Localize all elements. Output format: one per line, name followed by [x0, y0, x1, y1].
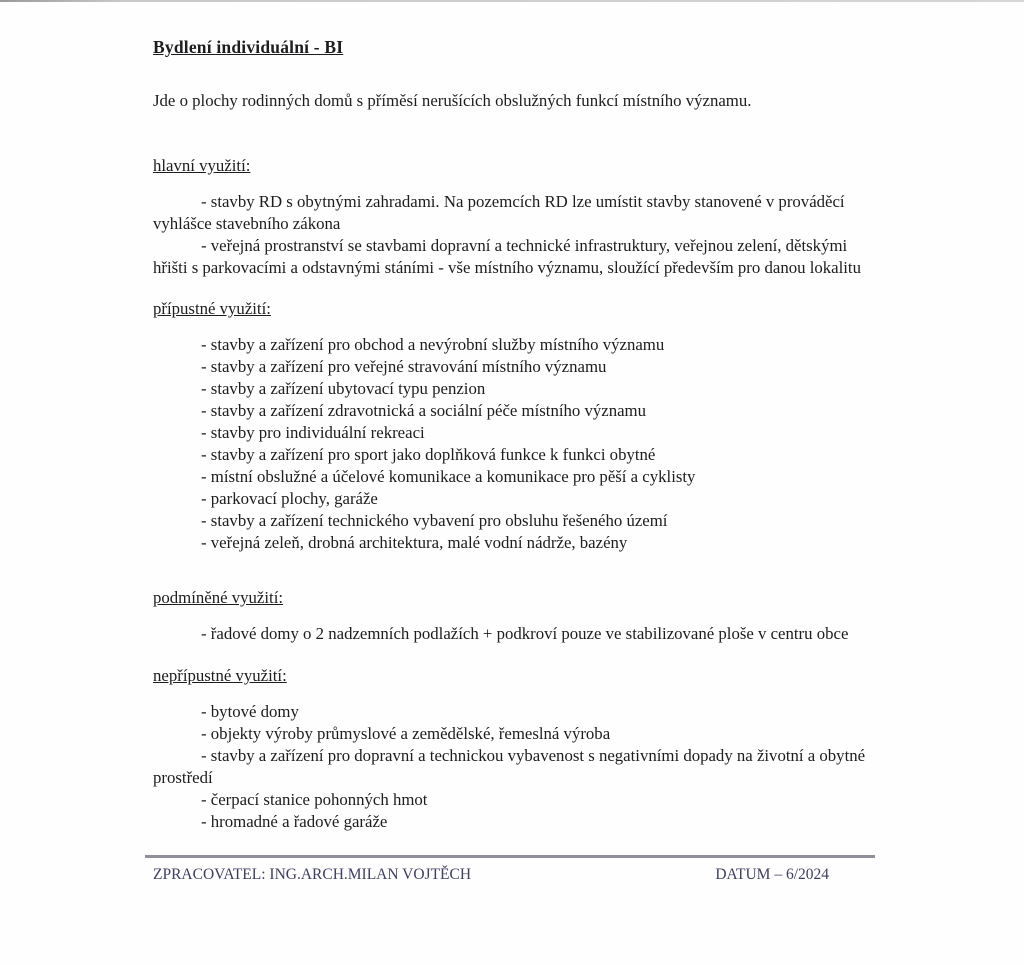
list-item: - veřejná prostranství se stavbami dopravní a technické infrastruktury, veřejnou zelení, dětskými hřišti s parkovacími a odstavnými stáními - vše místního významu, sloužící především pro danou lokalitu [153, 236, 861, 277]
section-heading-nepripustne: nepřípustné využití: [153, 666, 287, 685]
section-podminene-vyuziti [153, 587, 874, 645]
section-pripustne-vyuziti [153, 298, 874, 554]
list-item: - místní obslužné a účelové komunikace a komunikace pro pěší a cyklisty [201, 467, 696, 486]
list-item: - stavby a zařízení pro dopravní a technickou vybavenost s negativními dopady na životní a obytné prostředí [153, 746, 866, 787]
section-heading-pripustne: přípustné využití: [153, 299, 271, 318]
list-item: - veřejná zeleň, drobná architektura, malé vodní nádrže, bazény [201, 533, 628, 552]
section-nepripustne-vyuziti [153, 665, 874, 833]
list-item: - stavby a zařízení pro sport jako doplňková funkce k funkci obytné [201, 445, 656, 464]
footer-date: DATUM – 6/2024 [715, 866, 829, 883]
list-item: - stavby pro individuální rekreaci [201, 423, 425, 442]
page-title: Bydlení individuální - BI [153, 37, 344, 57]
section-hlavni-vyuziti [153, 155, 874, 279]
list-item: - stavby a zařízení ubytovací typu penzion [201, 379, 486, 398]
list-item: - stavby a zařízení technického vybavení pro obsluhu řešeného území [201, 511, 668, 530]
section-heading-podminene: podmíněné využití: [153, 588, 284, 607]
list-item: - čerpací stanice pohonných hmot [201, 790, 428, 809]
list-item: - hromadné a řadové garáže [201, 812, 388, 831]
list-item: - stavby a zařízení zdravotnická a sociální péče místního významu [201, 401, 646, 420]
list-item: - stavby a zařízení pro veřejné stravování místního významu [201, 357, 607, 376]
list-item: - stavby RD s obytnými zahradami. Na pozemcích RD lze umístit stavby stanovené v prováděcí vyhlášce stavebního zákona [153, 192, 845, 233]
document-page [0, 2, 1024, 885]
list-item: - objekty výroby průmyslové a zemědělské, řemeslná výroba [201, 724, 611, 743]
list-item: - řadové domy o 2 nadzemních podlažích + podkroví pouze ve stabilizované ploše v centru obce [201, 624, 849, 643]
intro-paragraph: Jde o plochy rodinných domů s příměsí nerušících obslužných funkcí místního významu. [153, 91, 752, 110]
footer-author: ZPRACOVATEL: ING.ARCH.MILAN VOJTĚCH [153, 866, 472, 883]
list-item: - stavby a zařízení pro obchod a nevýrobní služby místního významu [201, 335, 665, 354]
list-item: - bytové domy [201, 702, 299, 721]
section-heading-hlavni: hlavní využití: [153, 156, 251, 175]
list-item: - parkovací plochy, garáže [201, 489, 378, 508]
page-footer [145, 855, 875, 885]
